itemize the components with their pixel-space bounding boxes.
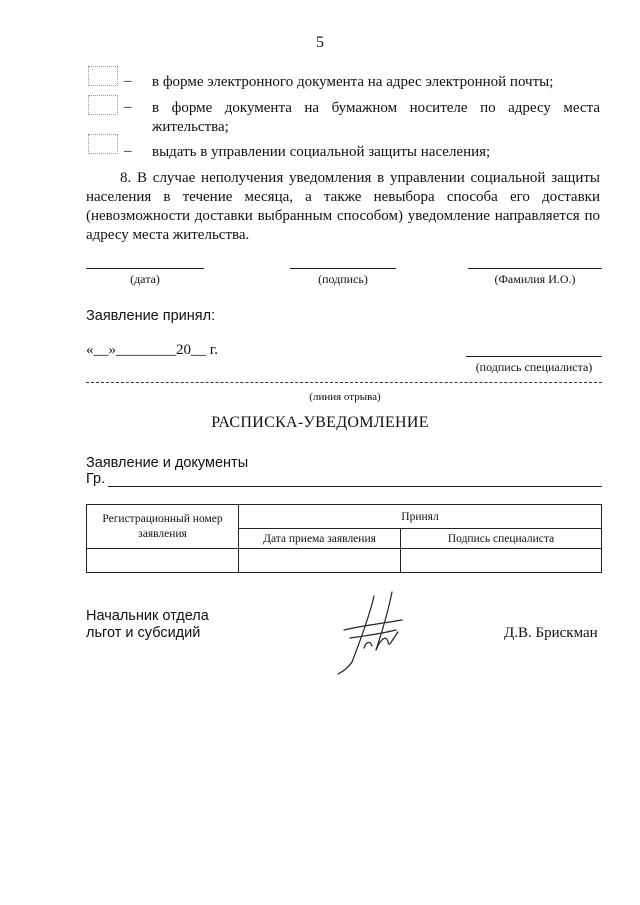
receipt-table	[86, 504, 602, 573]
documents-label: Заявление и документы	[86, 455, 249, 471]
page-number: 5	[316, 34, 324, 51]
head-name: Д.В. Брискман	[504, 625, 598, 641]
citizen-label: Гр.	[86, 471, 106, 487]
option-paper-text: в форме документа на бумажном носителе по адресу места жительства;	[152, 100, 600, 135]
acceptance-date-header: Дата приема заявления	[239, 529, 401, 549]
head-title-line2: льгот и субсидий	[86, 625, 201, 641]
tear-line	[86, 382, 602, 383]
name-caption: (Фамилия И.О.)	[494, 272, 576, 286]
signature-line	[290, 268, 396, 269]
option-checkbox-office[interactable]	[88, 134, 118, 154]
option-dash: –	[124, 73, 132, 89]
registration-number-cell[interactable]	[87, 549, 239, 573]
accepted-header: Принял	[239, 505, 602, 529]
option-dash: –	[124, 143, 132, 159]
accepted-label: Заявление принял:	[86, 308, 216, 324]
option-checkbox-email[interactable]	[88, 66, 118, 86]
option-office-text: выдать в управлении социальной защиты населения;	[152, 144, 491, 160]
acceptance-date: «__»________20__ г.	[86, 342, 218, 358]
receipt-title: РАСПИСКА-УВЕДОМЛЕНИЕ	[211, 414, 429, 431]
specialist-signature-cell[interactable]	[401, 549, 602, 573]
specialist-signature-line	[466, 356, 602, 357]
tear-line-caption: (линия отрыва)	[309, 391, 381, 403]
specialist-signature-caption: (подпись специалиста)	[475, 360, 593, 374]
option-checkbox-paper[interactable]	[88, 95, 118, 115]
handwritten-signature	[330, 590, 420, 676]
option-dash: –	[124, 99, 132, 115]
date-caption: (дата)	[130, 272, 160, 286]
option-email-text: в форме электронного документа на адрес электронной почты;	[152, 74, 554, 90]
citizen-name-line	[108, 486, 602, 487]
acceptance-date-cell[interactable]	[239, 549, 401, 573]
registration-number-header: Регистрационный номер заявления	[87, 505, 239, 549]
specialist-signature-header: Подпись специалиста	[401, 529, 602, 549]
head-title-line1: Начальник отдела	[86, 608, 209, 624]
date-line	[86, 268, 204, 269]
paragraph-8: 8. В случае неполучения уведомления в управлении социальной защиты населения в течение месяца, а также невыбора способа его доставки (невозможности доставки выбранным способом) уведомление направляется по адресу места жительства.	[86, 170, 600, 243]
name-line	[468, 268, 602, 269]
signature-caption: (подпись)	[318, 272, 368, 286]
